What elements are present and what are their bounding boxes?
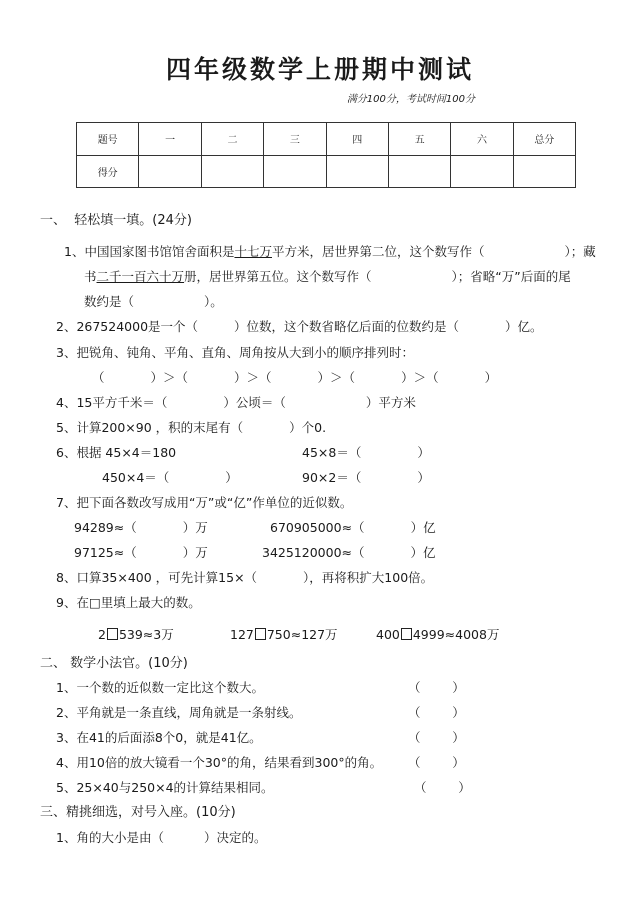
q7-text: 7、把下面各数改写成用“万”或“亿”作单位的近似数。 xyxy=(56,495,353,510)
q6-text: 90×2＝（ xyxy=(302,470,362,485)
q3-gt: ）＞（ xyxy=(401,370,439,385)
q9-text: 127 xyxy=(230,627,254,642)
q3-paren: （ xyxy=(92,370,105,385)
q3-gt: ）＞（ xyxy=(317,370,356,385)
q2-text: 2、267524000是一个（ xyxy=(56,319,199,334)
q6-text: 45×8＝（ xyxy=(302,445,362,460)
score-header-cell: 五 xyxy=(388,123,450,156)
q4-text: ）公顷＝（ xyxy=(223,395,286,410)
judge-item: 1、一个数的近似数一定比这个数大。 xyxy=(56,680,264,695)
score-header-cell: 总分 xyxy=(513,123,575,156)
q6-text: ） xyxy=(225,470,238,485)
section2-heading: 二、 数学小法官。(10分) xyxy=(40,656,188,671)
q9-expression xyxy=(376,627,499,643)
q5-line xyxy=(56,420,326,436)
q7-number: 97125≈（ xyxy=(74,545,137,560)
q6-given: 6、根据 45×4＝180 xyxy=(56,445,177,460)
q7-item xyxy=(270,520,436,536)
q1-text: ）；藏 xyxy=(564,244,596,259)
answer-box[interactable] xyxy=(107,628,118,640)
q7-number: 94289≈（ xyxy=(74,520,137,535)
score-cell[interactable] xyxy=(264,155,326,188)
judge-item: 2、平角就是一条直线，周角就是一条射线。 xyxy=(56,705,302,720)
q1-text: 数约是（ xyxy=(84,294,135,309)
q1-underlined-number: 十七万 xyxy=(234,244,272,259)
q4-text: ）平方米 xyxy=(365,395,416,410)
score-cell[interactable] xyxy=(201,155,263,188)
section3-heading: 三、精挑细选，对号入座。(10分) xyxy=(40,805,236,820)
score-row-label: 得分 xyxy=(77,155,139,188)
judge-answer[interactable]: （ ） xyxy=(408,730,465,745)
choice-q1 xyxy=(56,830,266,846)
q7-unit: ）亿 xyxy=(410,545,436,560)
score-header-cell: 六 xyxy=(451,123,513,156)
q5-text: ）个0. xyxy=(289,420,327,435)
q1-line2 xyxy=(84,269,571,285)
q1-text: 书 xyxy=(84,269,97,284)
q3-paren: ） xyxy=(484,370,498,385)
score-cell[interactable] xyxy=(388,155,450,188)
q7-item xyxy=(262,545,436,561)
q7-item xyxy=(74,545,208,561)
q9-text: 9、在□里填上最大的数。 xyxy=(56,595,201,610)
q7-number: 3425120000≈（ xyxy=(262,545,365,560)
score-cell[interactable] xyxy=(326,155,388,188)
q9-text: 539≈3万 xyxy=(118,627,174,642)
q3-text: 3、把锐角、钝角、平角、直角、周角按从大到小的顺序排列时： xyxy=(56,345,414,360)
score-header-cell: 二 xyxy=(201,123,263,156)
score-header-cell: 一 xyxy=(139,123,201,156)
score-header-cell: 四 xyxy=(326,123,388,156)
q5-text: 5、计算200×90 ，积的末尾有（ xyxy=(56,420,244,435)
score-header-cell: 三 xyxy=(264,123,326,156)
q6-item xyxy=(302,470,430,486)
q6-item xyxy=(302,445,430,461)
judge-answer[interactable]: （ ） xyxy=(408,755,465,770)
score-cell[interactable] xyxy=(451,155,513,188)
q1-line3 xyxy=(84,294,223,310)
q2-text: ）位数，这个数省略亿后面的位数约是（ xyxy=(234,319,460,334)
q1-text: ）。 xyxy=(204,294,223,309)
q3-gt: ）＞（ xyxy=(150,370,189,385)
q6-item xyxy=(102,470,238,486)
judge-item: 5、25×40与250×4的计算结果相同。 xyxy=(56,780,274,795)
section1-heading: 一、 轻松填一填。(24分) xyxy=(40,213,192,228)
q2-text: ）亿。 xyxy=(505,319,543,334)
q6-text: ） xyxy=(417,470,430,485)
q9-expression xyxy=(230,627,338,643)
q4-text: 4、15平方千米＝（ xyxy=(56,395,168,410)
q1-text: 册，居世界第五位。这个数写作（ xyxy=(184,269,372,284)
q7-unit: ）万 xyxy=(182,520,208,535)
score-table-header-row xyxy=(77,123,576,156)
q8-text: 8、口算35×400 ，可先计算15×（ xyxy=(56,570,258,585)
q9-text: 400 xyxy=(376,627,400,642)
choice-text: 1、角的大小是由（ xyxy=(56,830,164,845)
score-table xyxy=(76,122,576,188)
q9-text: 750≈127万 xyxy=(266,627,338,642)
judge-answer[interactable]: （ ） xyxy=(408,680,465,695)
q7-unit: ）亿 xyxy=(410,520,436,535)
judge-item: 3、在41的后面添8个0，就是41亿。 xyxy=(56,730,262,745)
q7-number: 670905000≈（ xyxy=(270,520,365,535)
q7-item xyxy=(74,520,208,536)
judge-answer[interactable]: （ ） xyxy=(414,780,471,795)
q6-text: 450×4＝（ xyxy=(102,470,170,485)
q9-text: 4999≈4008万 xyxy=(412,627,500,642)
answer-box[interactable] xyxy=(255,628,266,640)
choice-text: ）决定的。 xyxy=(203,830,267,845)
q1-line1 xyxy=(64,244,596,260)
judge-answer[interactable]: （ ） xyxy=(408,705,465,720)
q1-text: 平方米，居世界第二位，这个数写作（ xyxy=(271,244,485,259)
judge-item: 4、用10倍的放大镜看一个30°的角，结果看到300°的角。 xyxy=(56,755,383,770)
q7-unit: ）万 xyxy=(182,545,208,560)
score-cell[interactable] xyxy=(513,155,575,188)
q1-text: ）；省略“万”后面的尾 xyxy=(451,269,571,284)
q3-answer-row xyxy=(92,370,497,386)
page-title: 四年级数学上册期中测试 xyxy=(165,55,474,84)
score-cell[interactable] xyxy=(139,155,201,188)
score-header-cell: 题号 xyxy=(77,123,139,156)
q2-line xyxy=(56,319,543,335)
q8-line xyxy=(56,570,433,586)
q9-text: 2 xyxy=(98,627,106,642)
q8-text: ），再将积扩大100倍。 xyxy=(303,570,434,585)
exam-subtitle: 满分100分，考试时间100分 xyxy=(346,94,475,105)
q1-underlined-number: 二千一百六十万 xyxy=(96,269,185,284)
answer-box[interactable] xyxy=(401,628,412,640)
q1-text: 1、中国国家图书馆馆舍面积是 xyxy=(64,244,235,259)
q6-text: ） xyxy=(417,445,430,460)
q9-expression xyxy=(98,627,174,643)
q4-line xyxy=(56,395,416,411)
score-table-score-row xyxy=(77,155,576,188)
q3-gt: ）＞（ xyxy=(234,370,272,385)
